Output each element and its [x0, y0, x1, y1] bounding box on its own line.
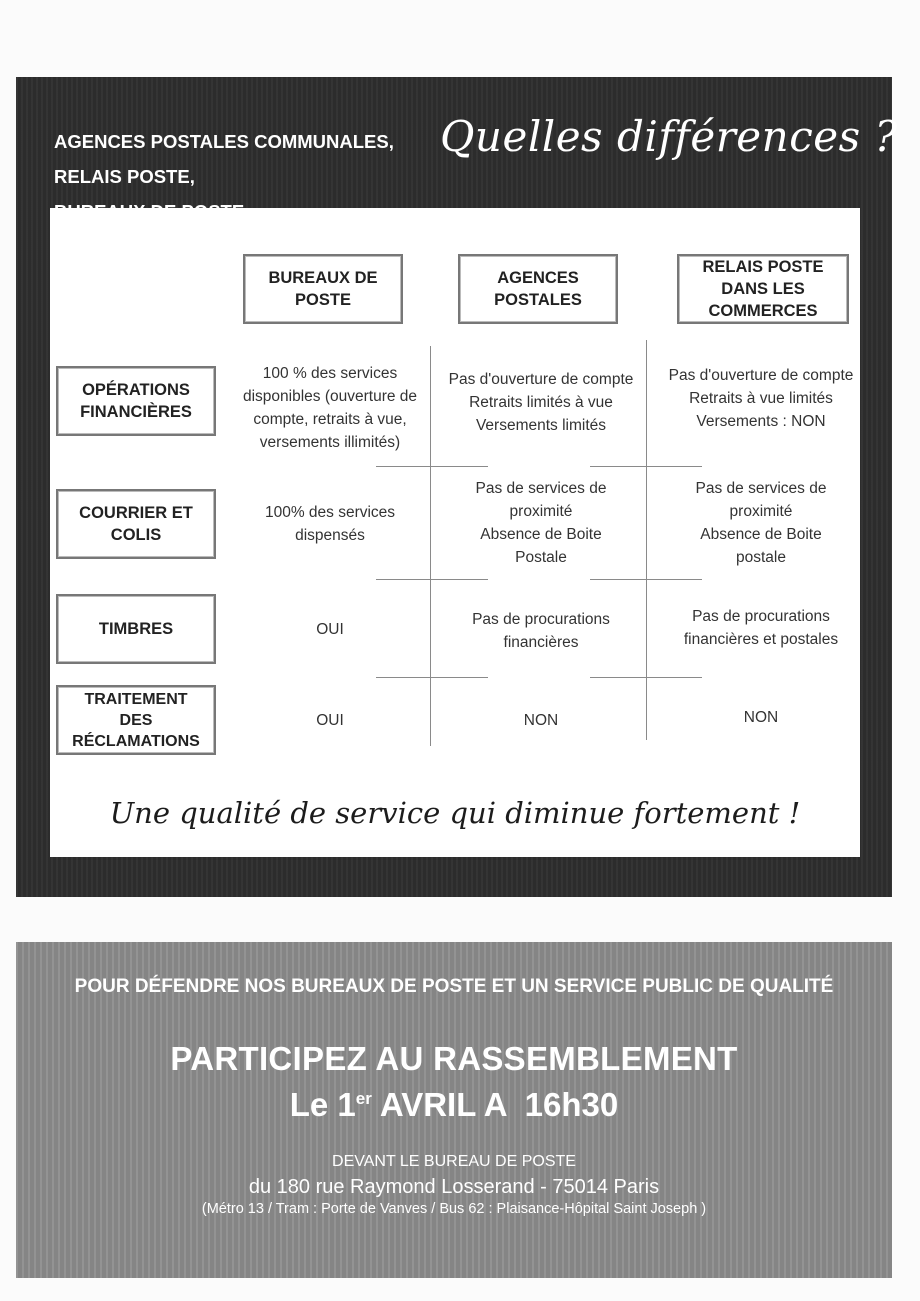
call-subtitle: POUR DÉFENDRE NOS BUREAUX DE POSTE ET UN SERVICE PUBLIC DE QUALITÉ — [74, 976, 834, 997]
row-label-timbres — [56, 594, 216, 664]
row-label-reclamations — [56, 685, 216, 755]
cell-text: NON — [743, 708, 779, 726]
heading-line-2: RELAIS POSTE, — [54, 166, 195, 187]
cell-text: 100% des services dispensés — [264, 504, 396, 544]
table-cell — [446, 475, 636, 571]
call-date-prefix: Le 1 — [289, 1086, 356, 1123]
row-divider — [590, 466, 702, 467]
table-cell — [666, 475, 856, 571]
call-date-suffix: AVRIL A 16h30 — [371, 1086, 619, 1123]
table-cell — [240, 706, 420, 734]
heading-line-1: AGENCES POSTALES COMMUNALES, — [54, 131, 394, 152]
cell-text: OUI — [316, 620, 344, 638]
call-date — [16, 1086, 892, 1124]
row-divider — [376, 677, 488, 678]
table-cell — [240, 348, 420, 468]
cell-text: Pas d'ouverture de compte Retraits à vue limités Versements : NON — [668, 366, 854, 430]
row-label-text: COURRIER ET COLIS — [79, 504, 193, 544]
cell-text: Pas de procurations financières et postales — [683, 608, 839, 648]
call-date-sup: er — [355, 1089, 372, 1108]
column-header-bureaux — [243, 254, 403, 324]
table-cell — [240, 500, 420, 548]
tagline: Une qualité de service qui diminue fortement ! — [109, 796, 801, 830]
column-header-agences — [458, 254, 618, 324]
row-divider — [376, 579, 488, 580]
call-place-2: du 180 rue Raymond Losserand - 75014 Paris — [248, 1176, 660, 1198]
row-label-text: TRAITEMENT DES RÉCLAMATIONS — [72, 690, 200, 750]
row-label-operations — [56, 366, 216, 436]
cell-text: Pas d'ouverture de compte Retraits limités à vue Versements limités — [448, 370, 634, 434]
column-header-label: BUREAUX DE POSTE — [268, 269, 378, 309]
row-label-text: OPÉRATIONS FINANCIÈRES — [80, 381, 192, 421]
table-cell — [446, 706, 636, 734]
call-place-1: DEVANT LE BUREAU DE POSTE — [332, 1153, 576, 1170]
cell-text: NON — [523, 711, 559, 729]
cell-text: Pas de services de proximité Absence de Boite Postale — [475, 480, 607, 566]
row-label-text: TIMBRES — [98, 620, 174, 638]
script-title: Quelles différences ? — [440, 112, 898, 161]
table-cell — [240, 615, 420, 643]
call-headline: PARTICIPEZ AU RASSEMBLEMENT — [170, 1040, 738, 1077]
column-header-label: AGENCES POSTALES — [494, 269, 582, 309]
row-label-courrier — [56, 489, 216, 559]
column-divider — [646, 340, 647, 740]
row-divider — [590, 579, 702, 580]
column-divider — [430, 346, 431, 746]
table-cell — [666, 350, 856, 446]
cell-text: 100 % des services disponibles (ouverture de compte, retraits à vue, versements illimités) — [242, 365, 418, 451]
table-cell — [666, 604, 856, 652]
cell-text: Pas de procurations financières — [472, 611, 610, 651]
column-header-relais — [677, 254, 849, 324]
table-cell — [666, 703, 856, 731]
table-cell — [446, 354, 636, 450]
table-cell — [446, 607, 636, 655]
column-header-label: RELAIS POSTE DANS LES COMMERCES — [702, 258, 824, 320]
call-transit: (Métro 13 / Tram : Porte de Vanves / Bus 62 : Plaisance-Hôpital Saint Joseph ) — [201, 1201, 707, 1217]
row-divider — [590, 677, 702, 678]
cell-text: Pas de services de proximité Absence de Boite postale — [695, 480, 827, 566]
cell-text: OUI — [316, 711, 344, 729]
